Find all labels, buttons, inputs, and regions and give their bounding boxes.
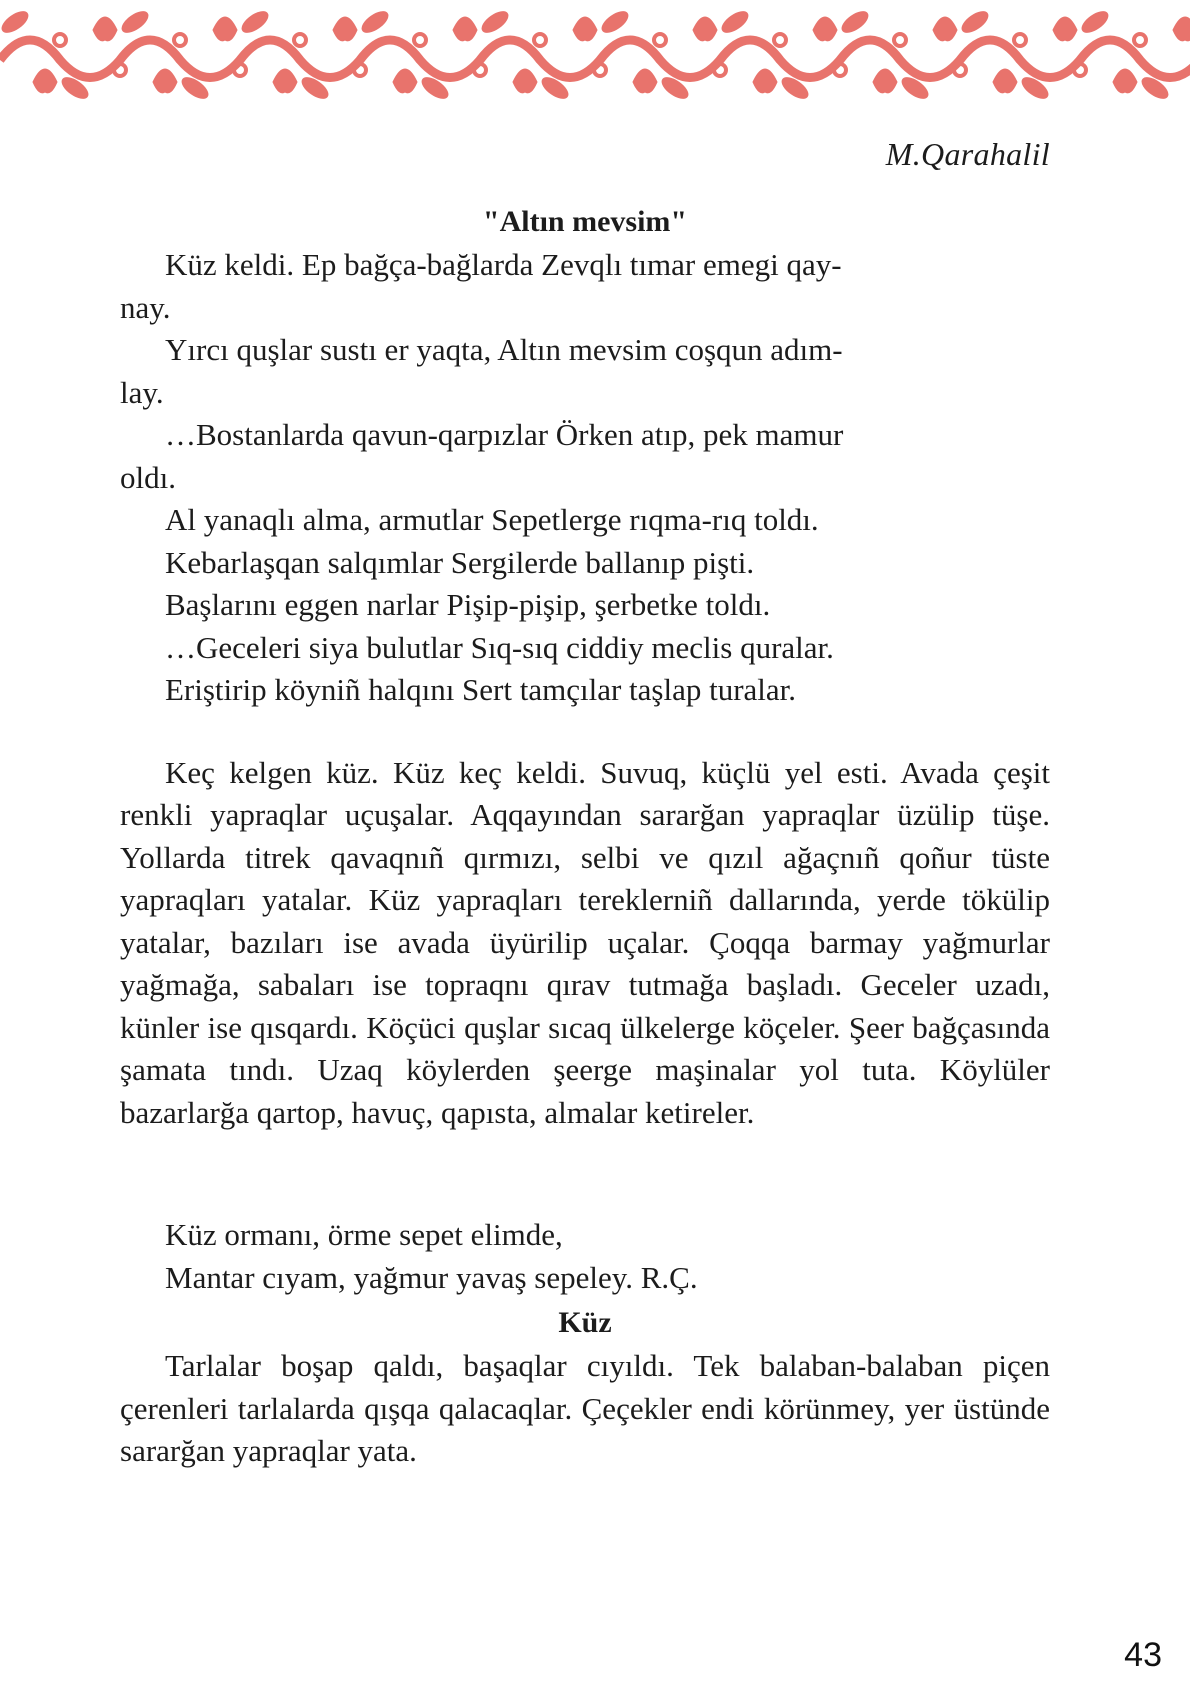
flower-bud-shape (573, 17, 597, 41)
prose-paragraph: Keç kelgen küz. Küz keç keldi. Suvuq, küçlü yel esti. Avada çeşit renkli yapraqlar uçuşalar. Aqqayından sararğan yapraqlar üzülip tüşe. Yollarda titrek qavaqnıñ qırmızı, selbi ve qızıl ağaçnıñ qoñur tüste yapraqları yatalar. Küz yapraqları tereklerniñ dallarında, yerde tökülip yatalar, bazıları ise avada üyürilip uçalar. Çoqqa barmay yağmurlar yağmağa, sabaları ise topraqnı qırav tutmağa başladı. Geceler uzadı, künler ise qısqardı. Köçüci quşlar sıcaq ülkelerge köçeler. Şeer bağçasında şamata tındı. Uzaq köylerden şeerge maşinalar yol tuta. Köylüler bazarlarğa qartop, havuç, qapısta, almalar ketireler. (120, 754, 1050, 1130)
poem-line: Eriştirip köyniñ halqını Sert tamçılar taşlap turalar. (165, 672, 797, 707)
floral-ornament-border (0, 0, 1190, 112)
ring-shape (534, 34, 546, 46)
page-content (120, 200, 1050, 1473)
flower-bud-shape (753, 69, 777, 93)
leaf-shape (119, 8, 152, 37)
leaf-shape (959, 8, 992, 37)
leaf-shape (599, 8, 632, 37)
ring-shape (714, 64, 726, 76)
flower-bud-shape (993, 69, 1017, 93)
flower-bud-shape (1173, 17, 1190, 41)
leaf-shape (359, 8, 392, 37)
ring-shape (1134, 34, 1146, 46)
couplet-line: Küz ormanı, örme sepet elimde, (165, 1217, 563, 1252)
poem-line: …Geceleri siya bulutlar Sıq-sıq ciddiy meclis quralar. (165, 629, 834, 665)
flower-bud-shape (693, 17, 717, 41)
poem-line: Başlarını eggen narlar Pişip-pişip, şerbetke toldı. (165, 587, 771, 622)
flower-bud-shape (33, 69, 57, 93)
section-paragraph: Tarlalar boşap qaldı, başaqlar cıyıldı. Tek balaban-balaban piçen çerenleri tarlalarda qışqa qalacaqlar. Çeçekler endi körünmey, yer üstünde sararğan yapraqlar yata. (120, 1348, 1050, 1468)
poem-line: oldı. (120, 459, 176, 495)
leaf-shape (239, 8, 272, 37)
leaf-shape (479, 8, 512, 37)
flower-bud-shape (633, 69, 657, 93)
author-name: M.Qarahalil (885, 136, 1050, 172)
flower-bud-shape (213, 17, 237, 41)
leaf-shape (719, 8, 752, 37)
flower-bud-shape (153, 69, 177, 93)
ring-shape (354, 64, 366, 76)
poem-line: Kebarlaşqan salqımlar Sergilerde ballanıp pişti. (165, 544, 755, 580)
flower-bud-shape (933, 17, 957, 41)
leaf-shape (0, 8, 31, 37)
couplet-line: Mantar cıyam, yağmur yavaş sepeley. R.Ç. (165, 1259, 698, 1295)
ring-shape (894, 34, 906, 46)
poem-line: nay. (120, 289, 171, 325)
ring-shape (594, 64, 606, 76)
flower-bud-shape (513, 69, 537, 93)
leaf-shape (1079, 8, 1112, 37)
flower-bud-shape (93, 17, 117, 41)
poem-line: …Bostanlarda qavun-qarpızlar Örken atıp, pek mamur (165, 417, 844, 452)
flower-bud-shape (813, 17, 837, 41)
ring-shape (474, 64, 486, 76)
ring-shape (954, 64, 966, 76)
ring-shape (234, 64, 246, 76)
flower-bud-shape (333, 17, 357, 41)
leaf-shape (839, 8, 872, 37)
ring-shape (294, 34, 306, 46)
poem-line: Yırcı quşlar sustı er yaqta, Altın mevsim coşqun adım- (165, 332, 843, 367)
poem-line: Al yanaqlı alma, armutlar Sepetlerge rıqma-rıq toldı. (165, 502, 819, 537)
flower-bud-shape (453, 17, 477, 41)
ring-shape (54, 34, 66, 46)
ring-shape (114, 64, 126, 76)
poem-line: Küz keldi. Ep bağça-bağlarda Zevqlı tımar emegi qay- (165, 247, 842, 282)
poem-line: lay. (120, 374, 164, 410)
spacer (120, 712, 1050, 752)
flower-bud-shape (873, 69, 897, 93)
flower-bud-shape (1053, 17, 1077, 41)
couplet (120, 1214, 1050, 1299)
section-title: Küz (558, 1306, 612, 1339)
page-number: 43 (1124, 1636, 1162, 1674)
ring-shape (1074, 64, 1086, 76)
ring-shape (414, 34, 426, 46)
flower-bud-shape (1113, 69, 1137, 93)
spacer (120, 1134, 1050, 1214)
ring-shape (654, 34, 666, 46)
flower-bud-shape (393, 69, 417, 93)
ring-shape (174, 34, 186, 46)
ring-shape (1014, 34, 1026, 46)
ring-shape (774, 34, 786, 46)
flower-bud-shape (273, 69, 297, 93)
poem-lines (120, 244, 1050, 712)
poem-title: "Altın mevsim" (482, 205, 688, 238)
ring-shape (834, 64, 846, 76)
